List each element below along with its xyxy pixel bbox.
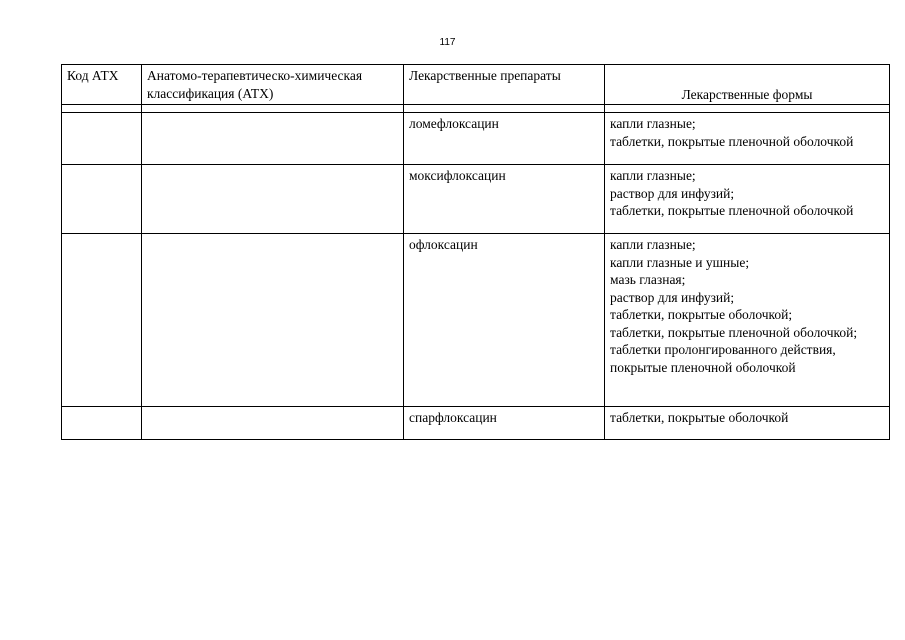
forms-cell — [605, 165, 890, 234]
form-item: таблетки, покрытые пленочной оболочкой; — [610, 324, 858, 340]
classification-cell — [142, 234, 404, 407]
classification-cell — [142, 407, 404, 440]
form-item: капли глазные; — [610, 168, 696, 183]
forms-cell — [605, 113, 890, 165]
header-drugs: Лекарственные препараты — [404, 65, 605, 105]
form-item: раствор для инфузий; — [610, 289, 735, 305]
table-row — [62, 165, 890, 234]
drug-cell: спарфлоксацин — [404, 407, 605, 440]
header-forms: Лекарственные формы — [605, 65, 890, 105]
form-item: таблетки пролонгированного действия, покрытые пленочной оболочкой — [610, 342, 836, 375]
form-item: таблетки, покрытые пленочной оболочкой — [610, 203, 854, 218]
page-number: 117 — [439, 37, 456, 48]
table-spacer-row — [62, 105, 890, 113]
code-cell — [62, 234, 142, 407]
code-cell — [62, 407, 142, 440]
classification-cell — [142, 113, 404, 165]
form-item: таблетки, покрытые оболочкой — [610, 410, 789, 425]
table-row — [62, 113, 890, 165]
form-item: таблетки, покрытые пленочной оболочкой — [610, 133, 854, 149]
form-item: капли глазные; — [610, 116, 696, 131]
table-row — [62, 234, 890, 407]
code-cell — [62, 165, 142, 234]
form-item: капли глазные и ушные; — [610, 254, 750, 270]
table-row — [62, 407, 890, 440]
atx-drug-table — [61, 64, 890, 440]
header-code: Код АТХ — [62, 65, 142, 105]
classification-cell — [142, 165, 404, 234]
drug-cell: офлоксацин — [404, 234, 605, 407]
code-cell — [62, 113, 142, 165]
table-header-row — [62, 65, 890, 105]
drug-cell: моксифлоксацин — [404, 165, 605, 234]
form-item: мазь глазная; — [610, 272, 686, 287]
forms-cell — [605, 407, 890, 440]
form-item: раствор для инфузий; — [610, 185, 735, 201]
header-classification: Анатомо-терапевтическо-химическая классификация (АТХ) — [142, 65, 404, 105]
form-item: таблетки, покрытые оболочкой; — [610, 307, 793, 322]
forms-cell — [605, 234, 890, 407]
form-item: капли глазные; — [610, 237, 696, 252]
drug-cell: ломефлоксацин — [404, 113, 605, 165]
